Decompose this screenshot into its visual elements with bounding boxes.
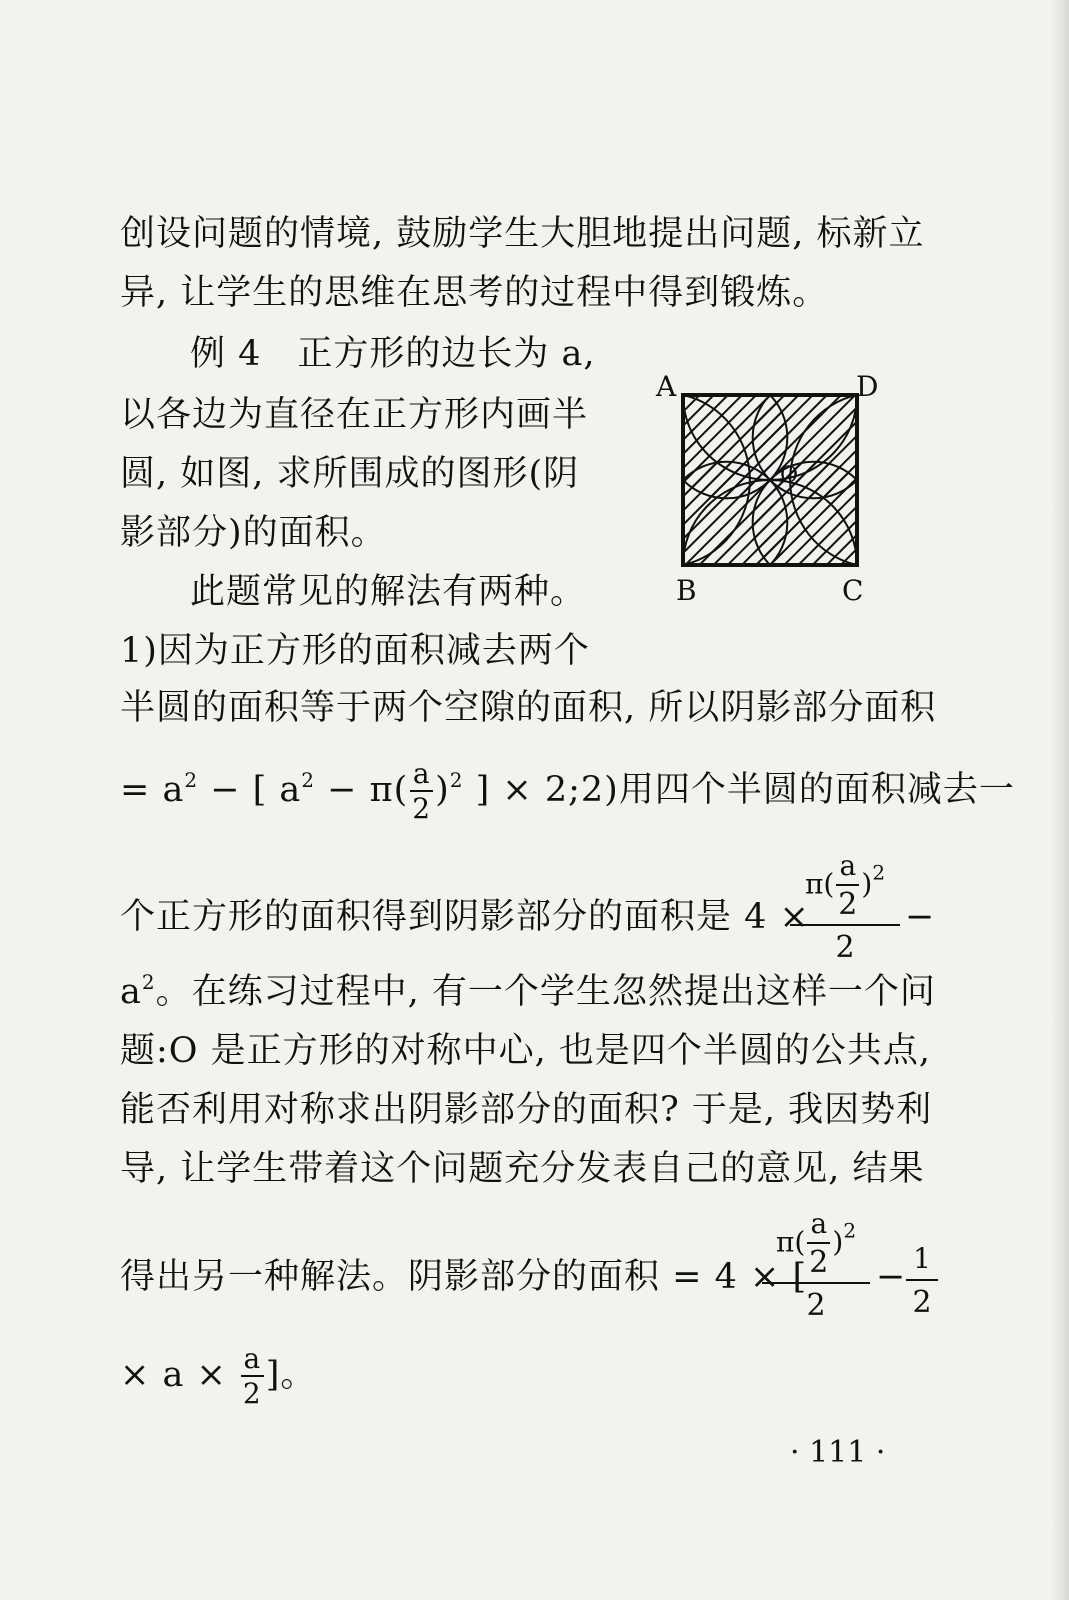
text-line-1: 创设问题的情境, 鼓励学生大胆地提出问题, 标新立: [120, 214, 925, 254]
eq2-inner-den: 2: [838, 887, 858, 922]
eq2-prefix: 4 ×: [744, 897, 810, 937]
text-line-15: 导, 让学生带着这个问题充分发表自己的意见, 结果: [120, 1149, 925, 1189]
eq3-numerator: [762, 1207, 870, 1284]
figure-label-d: D: [856, 370, 879, 403]
text-line-14: 能否利用对称求出阴影部分的面积? 于是, 我因势利: [120, 1090, 933, 1130]
eq4-frac: [241, 1342, 264, 1410]
eq3-denominator: 2: [806, 1288, 826, 1323]
equation-line-1: [120, 757, 1015, 825]
eq3-inner-num: a: [807, 1210, 830, 1244]
eq4-frac-num: a: [241, 1345, 264, 1377]
text-line-9: 半圆的面积等于两个空隙的面积, 所以阴影部分面积: [120, 688, 937, 728]
eq1-sq-1: 2: [184, 768, 199, 792]
text-line-7: 此题常见的解法有两种。: [190, 572, 587, 612]
figure-label-c: C: [842, 574, 864, 607]
eq2-num-pi: π(: [804, 867, 835, 901]
text-line-10: 用四个半圆的面积减去一: [618, 770, 1015, 810]
figure-label-b: B: [676, 574, 697, 607]
fraction-one-half: [906, 1242, 938, 1320]
eq1-prefix: = a: [120, 770, 185, 810]
text-line-12-text: 。在练习过程中, 有一个学生忽然提出这样一个问: [155, 972, 936, 1012]
eq2-inner-frac: [836, 849, 859, 922]
eq3-prefix: = 4 × [: [672, 1257, 808, 1297]
fraction-a-over-2: [410, 757, 433, 825]
text-line-5: 圆, 如图, 求所围成的图形(阴: [120, 454, 580, 494]
square-semicircles-figure: [675, 390, 865, 570]
text-line-13: 题:O 是正方形的对称中心, 也是四个半圆的公共点,: [120, 1031, 931, 1071]
text-line-2: 异, 让学生的思维在思考的过程中得到锻炼。: [120, 273, 829, 313]
eq3-inner-den: 2: [809, 1245, 829, 1280]
eq2-minus: −: [905, 897, 936, 937]
fraction-quarter-circle-2: [762, 1207, 870, 1323]
equation-line-4: [120, 1342, 317, 1410]
eq2-a: a: [120, 972, 142, 1012]
eq3-half-den: 2: [912, 1285, 932, 1320]
text-line-4: 以各边为直径在正方形内画半: [120, 395, 589, 435]
figure-label-a: A: [656, 370, 677, 403]
eq2-inner-num: a: [836, 852, 859, 886]
eq4-prefix: × a ×: [120, 1355, 227, 1395]
text-line-8: 1)因为正方形的面积减去两个: [120, 631, 590, 671]
eq4-tail: ]。: [265, 1355, 317, 1395]
eq3-half-num: 1: [906, 1242, 938, 1281]
eq2-numerator: [790, 849, 900, 926]
fraction-quarter-circle: [790, 849, 900, 965]
eq2-a-sq: 2: [141, 970, 156, 994]
eq4-frac-den: 2: [242, 1377, 262, 1410]
text-line-12: [120, 972, 936, 1012]
eq3-sq: 2: [843, 1218, 857, 1243]
eq1-tail: ] × 2;2): [463, 770, 619, 810]
eq3-num-close: ): [832, 1225, 844, 1259]
text-line-16: [120, 1257, 807, 1297]
example-heading: 例 4 正方形的边长为 a,: [190, 334, 596, 374]
eq3-minus: −: [876, 1257, 907, 1297]
text-line-11-text: 个正方形的面积得到阴影部分的面积是: [120, 897, 733, 937]
eq1-mid: − [ a: [198, 770, 302, 810]
eq3-num-pi: π(: [775, 1225, 806, 1259]
frac-numerator: a: [410, 760, 433, 792]
eq1-sq-3: 2: [449, 768, 464, 792]
page-edge: [1051, 0, 1069, 1600]
eq1-sq-2: 2: [301, 768, 316, 792]
eq2-num-close: ): [861, 867, 873, 901]
text-line-11: [120, 897, 810, 937]
frac-denominator: 2: [412, 792, 432, 825]
eq3-inner-frac: [807, 1207, 830, 1280]
text-line-16-text: 得出另一种解法。阴影部分的面积: [120, 1257, 661, 1297]
text-line-6: 影部分)的面积。: [120, 513, 387, 553]
eq2-denominator: 2: [835, 930, 855, 965]
eq1-pi: − π(: [315, 770, 409, 810]
page-number: · 111 ·: [790, 1435, 886, 1470]
eq2-sq: 2: [872, 860, 886, 885]
eq1-close: ): [435, 770, 450, 810]
